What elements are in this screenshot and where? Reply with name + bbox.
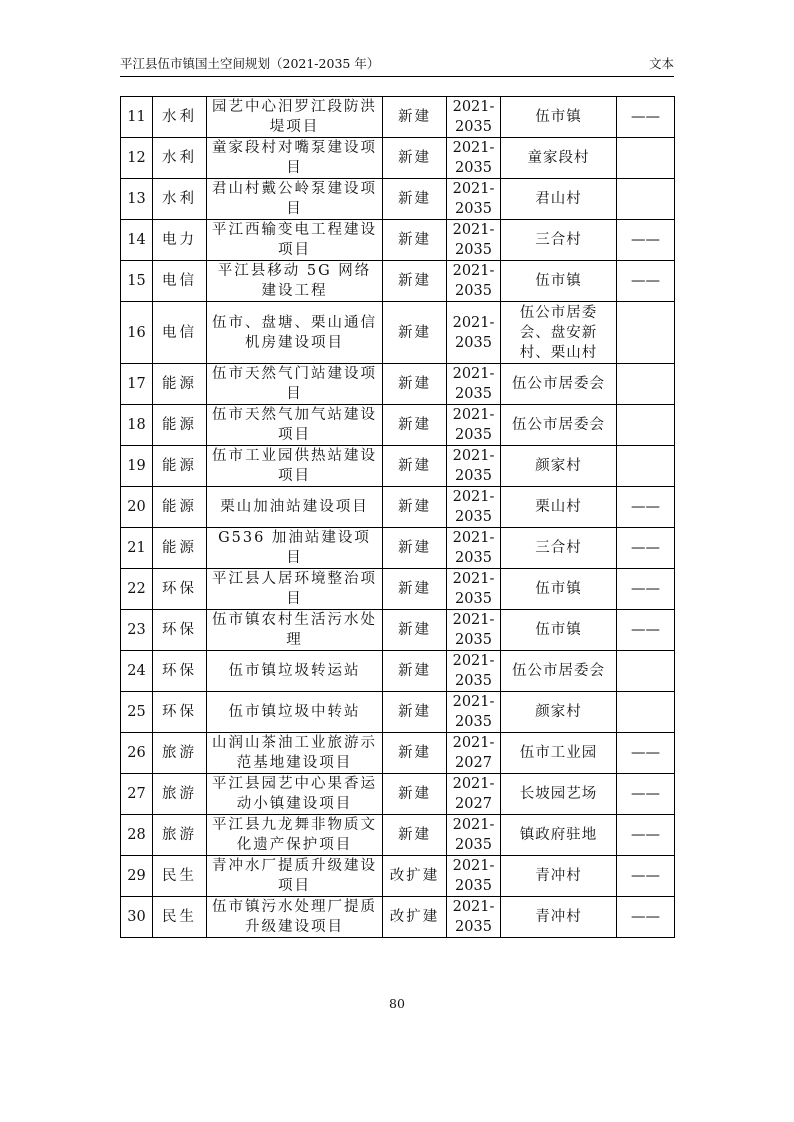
project-category-cell: 能源: [153, 364, 207, 405]
table-row: [121, 446, 675, 487]
construction-type-cell: 新建: [383, 179, 447, 220]
row-number-cell: 22: [121, 569, 153, 610]
construction-type-cell: 新建: [383, 364, 447, 405]
section-label: 文本: [648, 56, 674, 71]
construction-period-cell: 2021-2027: [447, 733, 501, 774]
remarks-cell: ——: [617, 261, 675, 302]
document-title: 平江县伍市镇国土空间规划（2021-2035 年）: [120, 56, 380, 71]
construction-period-cell: 2021-2035: [447, 610, 501, 651]
project-location-cell: 伍市镇: [501, 97, 617, 138]
project-table-body: [121, 97, 675, 938]
table-row: [121, 261, 675, 302]
page-header: [120, 54, 674, 74]
remarks-cell: ——: [617, 856, 675, 897]
project-name-cell: G536 加油站建设项目: [207, 528, 383, 569]
remarks-cell: [617, 364, 675, 405]
row-number-cell: 26: [121, 733, 153, 774]
table-row: [121, 138, 675, 179]
construction-type-cell: 新建: [383, 138, 447, 179]
project-location-cell: 伍市镇: [501, 261, 617, 302]
table-row: [121, 179, 675, 220]
table-row: [121, 97, 675, 138]
project-location-cell: 颜家村: [501, 446, 617, 487]
row-number-cell: 20: [121, 487, 153, 528]
remarks-cell: ——: [617, 610, 675, 651]
remarks-cell: [617, 692, 675, 733]
project-table: [120, 96, 675, 938]
construction-type-cell: 新建: [383, 569, 447, 610]
table-row: [121, 856, 675, 897]
project-location-cell: 伍市镇: [501, 610, 617, 651]
construction-period-cell: 2021-2035: [447, 897, 501, 938]
table-row: [121, 528, 675, 569]
project-category-cell: 旅游: [153, 774, 207, 815]
project-category-cell: 水利: [153, 97, 207, 138]
project-name-cell: 伍市工业园供热站建设项目: [207, 446, 383, 487]
project-category-cell: 电力: [153, 220, 207, 261]
construction-period-cell: 2021-2035: [447, 651, 501, 692]
project-name-cell: 伍市、盘塘、栗山通信机房建设项目: [207, 302, 383, 364]
header-divider: [120, 76, 674, 77]
table-row: [121, 733, 675, 774]
project-name-cell: 平江县九龙舞非物质文化遗产保护项目: [207, 815, 383, 856]
construction-type-cell: 新建: [383, 651, 447, 692]
project-name-cell: 伍市天然气门站建设项目: [207, 364, 383, 405]
project-category-cell: 水利: [153, 138, 207, 179]
construction-period-cell: 2021-2035: [447, 528, 501, 569]
table-row: [121, 405, 675, 446]
row-number-cell: 23: [121, 610, 153, 651]
project-name-cell: 伍市镇农村生活污水处理: [207, 610, 383, 651]
project-location-cell: 三合村: [501, 220, 617, 261]
construction-type-cell: 新建: [383, 446, 447, 487]
project-location-cell: 长坡园艺场: [501, 774, 617, 815]
table-row: [121, 487, 675, 528]
remarks-cell: ——: [617, 569, 675, 610]
project-name-cell: 栗山加油站建设项目: [207, 487, 383, 528]
project-location-cell: 三合村: [501, 528, 617, 569]
construction-type-cell: 新建: [383, 528, 447, 569]
project-location-cell: 栗山村: [501, 487, 617, 528]
row-number-cell: 19: [121, 446, 153, 487]
row-number-cell: 21: [121, 528, 153, 569]
table-row: [121, 610, 675, 651]
project-location-cell: 青冲村: [501, 856, 617, 897]
construction-type-cell: 新建: [383, 97, 447, 138]
row-number-cell: 12: [121, 138, 153, 179]
project-name-cell: 山润山茶油工业旅游示范基地建设项目: [207, 733, 383, 774]
table-row: [121, 692, 675, 733]
row-number-cell: 13: [121, 179, 153, 220]
construction-type-cell: 新建: [383, 610, 447, 651]
project-location-cell: 伍公市居委会: [501, 405, 617, 446]
remarks-cell: ——: [617, 528, 675, 569]
remarks-cell: [617, 302, 675, 364]
project-category-cell: 电信: [153, 261, 207, 302]
construction-type-cell: 改扩建: [383, 856, 447, 897]
construction-period-cell: 2021-2035: [447, 364, 501, 405]
construction-type-cell: 新建: [383, 220, 447, 261]
project-location-cell: 伍公市居委会、盘安新村、栗山村: [501, 302, 617, 364]
project-location-cell: 伍市镇: [501, 569, 617, 610]
row-number-cell: 27: [121, 774, 153, 815]
project-name-cell: 平江县移动 5G 网络建设工程: [207, 261, 383, 302]
construction-type-cell: 新建: [383, 405, 447, 446]
row-number-cell: 14: [121, 220, 153, 261]
row-number-cell: 17: [121, 364, 153, 405]
project-category-cell: 水利: [153, 179, 207, 220]
row-number-cell: 30: [121, 897, 153, 938]
project-category-cell: 能源: [153, 405, 207, 446]
construction-type-cell: 新建: [383, 815, 447, 856]
remarks-cell: [617, 446, 675, 487]
project-location-cell: 伍公市居委会: [501, 651, 617, 692]
construction-period-cell: 2021-2035: [447, 405, 501, 446]
construction-period-cell: 2021-2035: [447, 179, 501, 220]
table-row: [121, 364, 675, 405]
table-row: [121, 302, 675, 364]
project-category-cell: 能源: [153, 528, 207, 569]
project-location-cell: 镇政府驻地: [501, 815, 617, 856]
construction-type-cell: 新建: [383, 733, 447, 774]
remarks-cell: ——: [617, 815, 675, 856]
project-category-cell: 电信: [153, 302, 207, 364]
project-category-cell: 环保: [153, 692, 207, 733]
construction-period-cell: 2021-2035: [447, 138, 501, 179]
table-row: [121, 220, 675, 261]
table-row: [121, 651, 675, 692]
construction-period-cell: 2021-2035: [447, 815, 501, 856]
row-number-cell: 24: [121, 651, 153, 692]
project-location-cell: 童家段村: [501, 138, 617, 179]
page-number: 80: [389, 996, 405, 1011]
remarks-cell: [617, 651, 675, 692]
row-number-cell: 15: [121, 261, 153, 302]
project-name-cell: 平江县人居环境整治项目: [207, 569, 383, 610]
construction-period-cell: 2021-2035: [447, 569, 501, 610]
project-name-cell: 君山村戴公岭泵建设项目: [207, 179, 383, 220]
construction-period-cell: 2021-2035: [447, 446, 501, 487]
remarks-cell: ——: [617, 897, 675, 938]
project-location-cell: 君山村: [501, 179, 617, 220]
remarks-cell: ——: [617, 487, 675, 528]
project-category-cell: 民生: [153, 856, 207, 897]
construction-period-cell: 2021-2035: [447, 487, 501, 528]
construction-period-cell: 2021-2035: [447, 692, 501, 733]
project-name-cell: 伍市天然气加气站建设项目: [207, 405, 383, 446]
construction-type-cell: 改扩建: [383, 897, 447, 938]
project-name-cell: 平江西输变电工程建设项目: [207, 220, 383, 261]
construction-type-cell: 新建: [383, 692, 447, 733]
project-name-cell: 伍市镇垃圾中转站: [207, 692, 383, 733]
project-location-cell: 青冲村: [501, 897, 617, 938]
row-number-cell: 16: [121, 302, 153, 364]
construction-period-cell: 2021-2027: [447, 774, 501, 815]
row-number-cell: 11: [121, 97, 153, 138]
table-row: [121, 569, 675, 610]
project-category-cell: 旅游: [153, 815, 207, 856]
project-name-cell: 青冲水厂提质升级建设项目: [207, 856, 383, 897]
construction-type-cell: 新建: [383, 261, 447, 302]
remarks-cell: [617, 405, 675, 446]
project-category-cell: 旅游: [153, 733, 207, 774]
project-category-cell: 能源: [153, 446, 207, 487]
construction-period-cell: 2021-2035: [447, 302, 501, 364]
construction-type-cell: 新建: [383, 487, 447, 528]
construction-type-cell: 新建: [383, 774, 447, 815]
project-location-cell: 伍市工业园: [501, 733, 617, 774]
construction-period-cell: 2021-2035: [447, 220, 501, 261]
remarks-cell: [617, 138, 675, 179]
row-number-cell: 25: [121, 692, 153, 733]
remarks-cell: [617, 179, 675, 220]
row-number-cell: 28: [121, 815, 153, 856]
project-category-cell: 环保: [153, 569, 207, 610]
project-name-cell: 伍市镇垃圾转运站: [207, 651, 383, 692]
project-location-cell: 颜家村: [501, 692, 617, 733]
project-category-cell: 能源: [153, 487, 207, 528]
remarks-cell: ——: [617, 97, 675, 138]
project-name-cell: 伍市镇污水处理厂提质升级建设项目: [207, 897, 383, 938]
project-category-cell: 环保: [153, 610, 207, 651]
table-row: [121, 815, 675, 856]
project-name-cell: 园艺中心汨罗江段防洪堤项目: [207, 97, 383, 138]
construction-period-cell: 2021-2035: [447, 97, 501, 138]
remarks-cell: ——: [617, 220, 675, 261]
table-row: [121, 774, 675, 815]
remarks-cell: ——: [617, 733, 675, 774]
row-number-cell: 29: [121, 856, 153, 897]
project-category-cell: 环保: [153, 651, 207, 692]
project-category-cell: 民生: [153, 897, 207, 938]
construction-type-cell: 新建: [383, 302, 447, 364]
row-number-cell: 18: [121, 405, 153, 446]
project-location-cell: 伍公市居委会: [501, 364, 617, 405]
construction-period-cell: 2021-2035: [447, 261, 501, 302]
table-row: [121, 897, 675, 938]
remarks-cell: ——: [617, 774, 675, 815]
project-name-cell: 童家段村对嘴泵建设项目: [207, 138, 383, 179]
construction-period-cell: 2021-2035: [447, 856, 501, 897]
project-name-cell: 平江县园艺中心果香运动小镇建设项目: [207, 774, 383, 815]
